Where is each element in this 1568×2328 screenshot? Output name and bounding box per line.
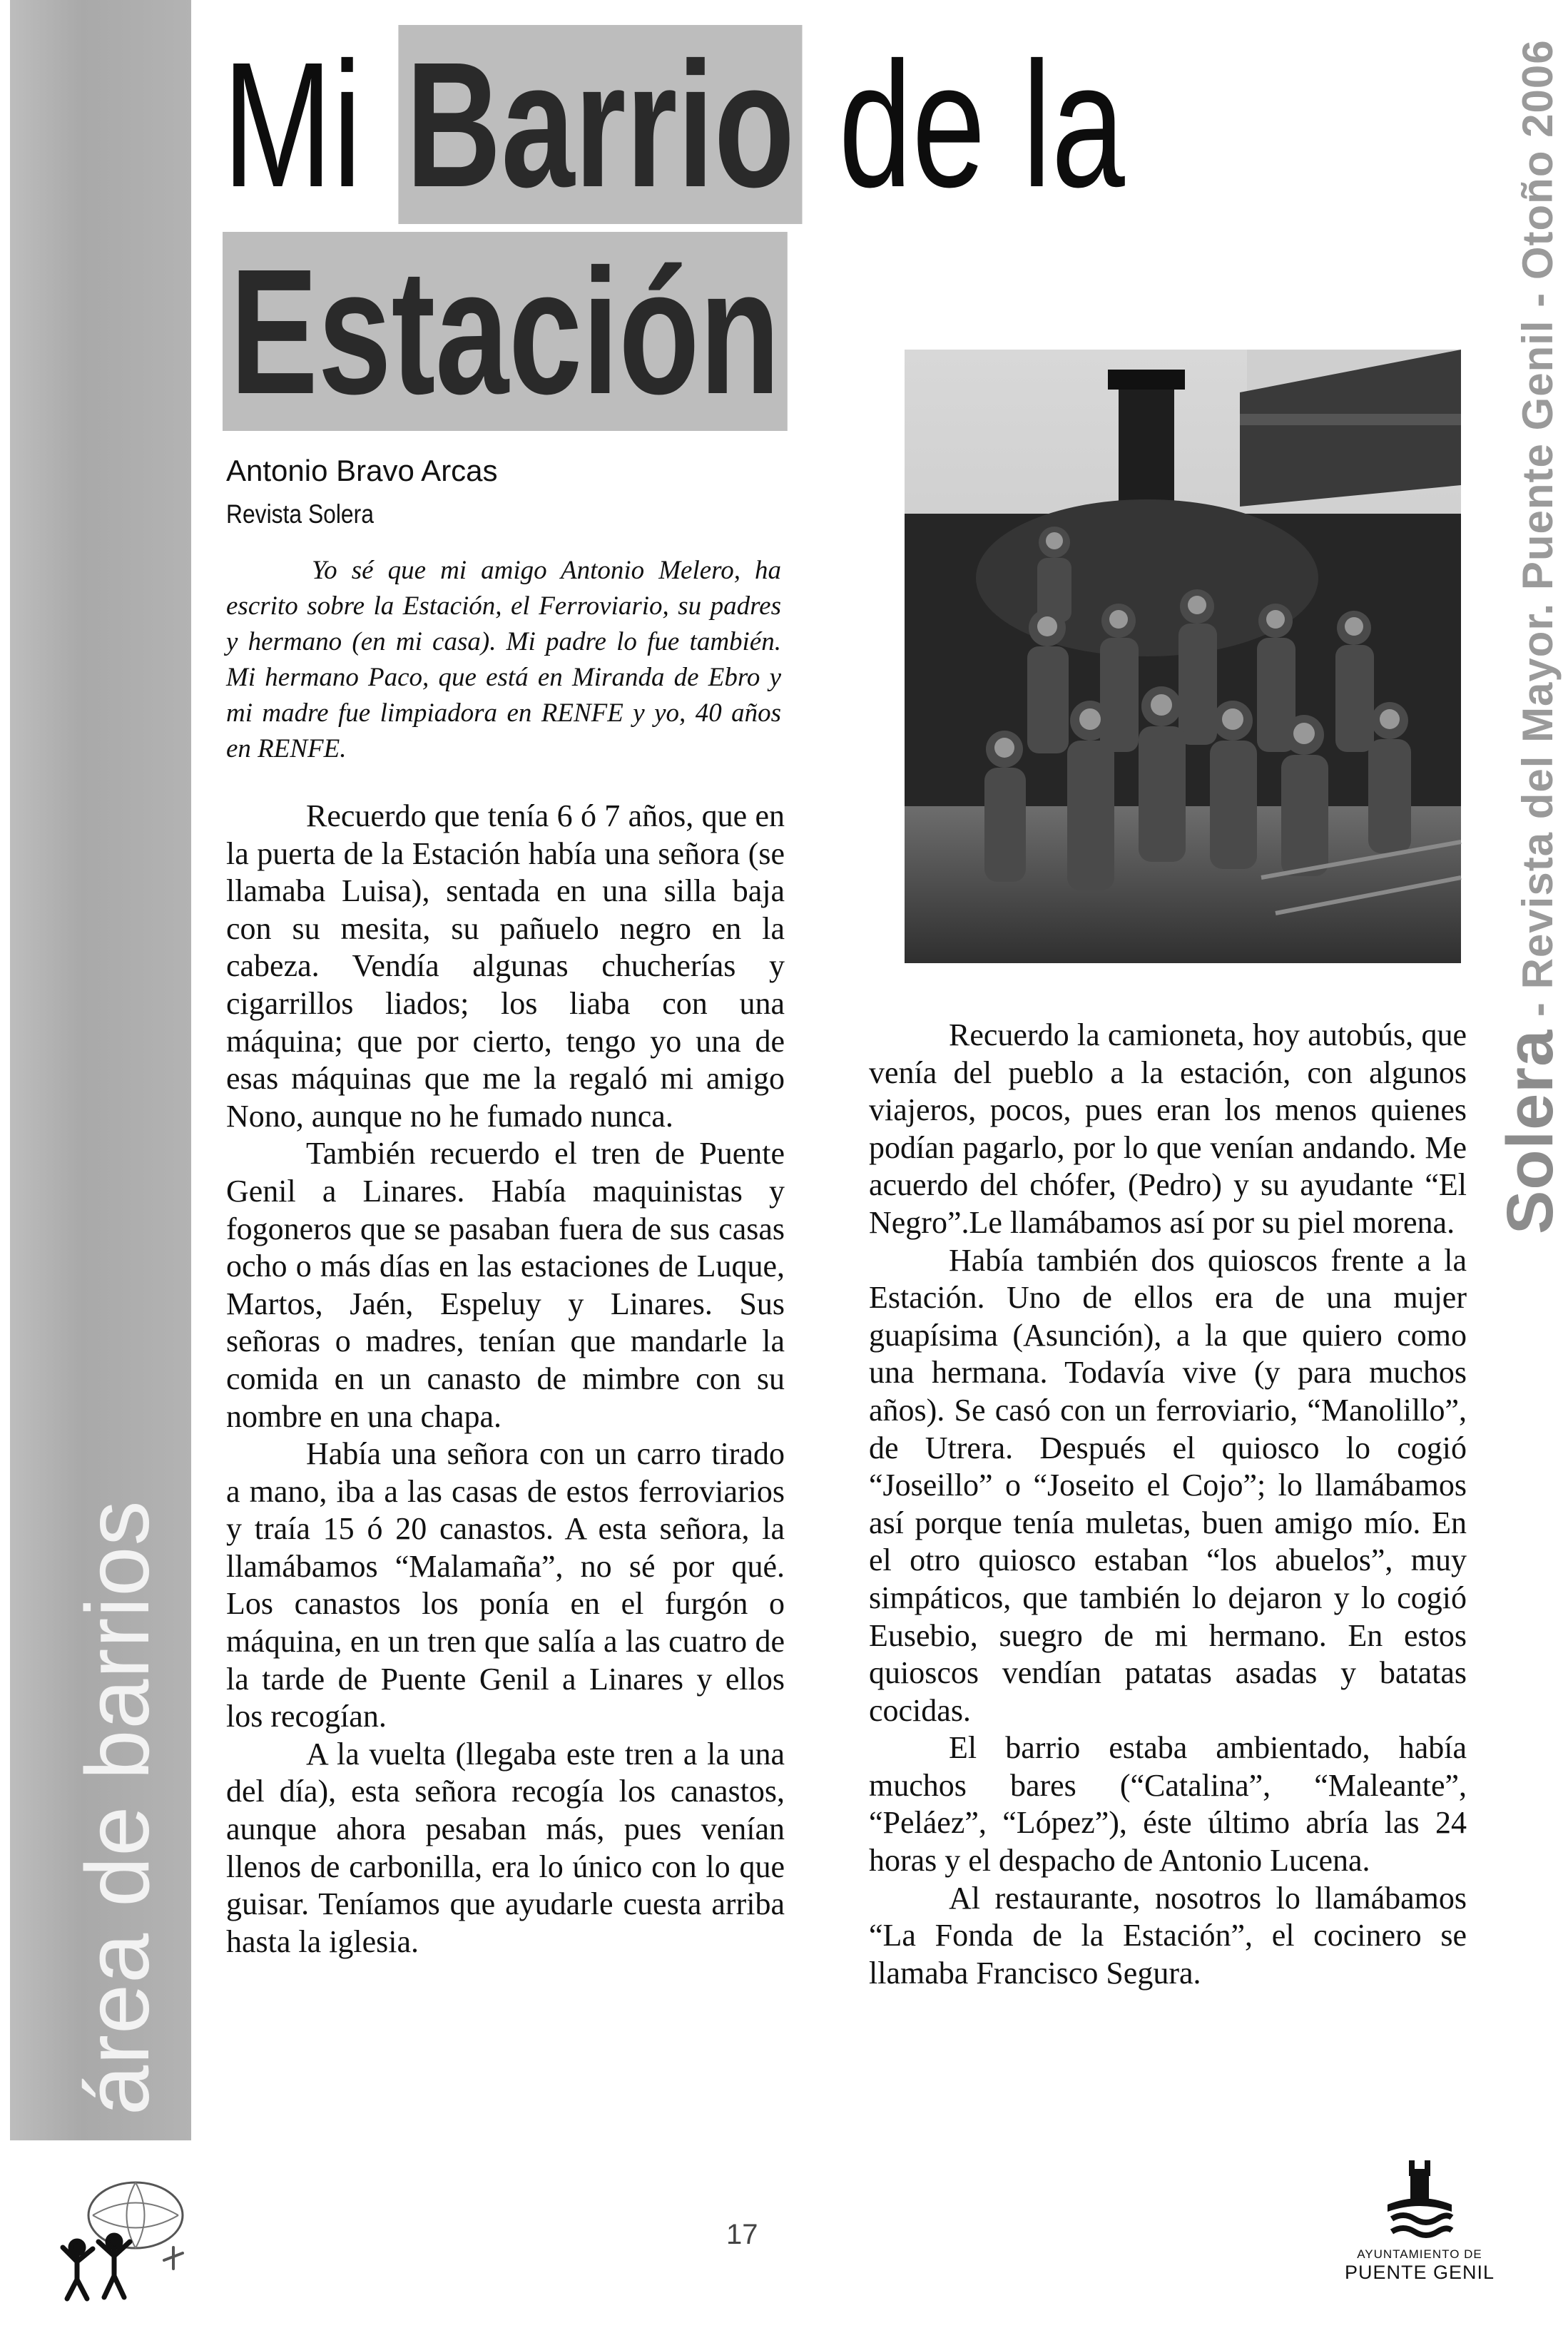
paragraph: El barrio estaba ambientado, había muchos bares (“Catalina”, “Maleante”, “Peláez”, “López”), éste último abría las 24 horas y el despacho de Antonio Lucena. xyxy=(869,1730,1467,1879)
intro-paragraph: Yo sé que mi amigo Antonio Melero, ha escrito sobre la Estación, el Ferroviario, su padres y hermano (en mi casa). Mi padre lo fue también. Mi hermano Paco, que está en Miranda de Ebro y mi madre fue limpiadora en RENFE y yo, 40 años en RENFE. xyxy=(226,556,781,763)
paragraph: Al restaurante, nosotros lo llamábamos “La Fonda de la Estación”, el cocinero se llamaba Francisco Segura. xyxy=(869,1880,1467,1991)
article-source: Revista Solera xyxy=(226,499,374,529)
paragraph: Había también dos quioscos frente a la Estación. Uno de ellos era de una mujer guapísima (Asunción), a la que quiero como una hermana. Todavía vive (y para muchos años). Se casó con un ferroviario, “Manolillo”, de Utrera. Después el quiosco lo cogió “Joseillo” o “Joseito el Cojo”; lo llamábamos así porque tenía muletas, buen amigo mío. En el otro quiosco estaban “los abuelos”, muy simpáticos, que también lo dejaron y lo cogió Eusebio, suegro de mi hermano. En estos quioscos vendían patatas asadas y batatas cocidas. xyxy=(869,1242,1467,1728)
masthead-title: Solera xyxy=(1494,1029,1567,1234)
railway-workers-photo xyxy=(905,350,1461,963)
article-column-2 xyxy=(869,1017,1467,1992)
title-highlight: Barrio xyxy=(399,25,803,224)
title-part-2: de la xyxy=(802,25,1125,224)
ayuntamiento-line-2: PUENTE GENIL xyxy=(1344,2262,1495,2283)
people-globe-logo xyxy=(57,2176,193,2304)
title-line-1 xyxy=(223,21,1125,228)
paragraph: A la vuelta (llegaba este tren a la una del día), esta señora recogía los canastos, aunque ahora pesaban más, pues venían llenos de carbonilla, era lo único con lo que guisar. Teníamos que ayudarle cuesta arriba hasta la iglesia. xyxy=(226,1736,785,1959)
masthead-subtitle: - Revista del Mayor. Puente Genil - Otoño 2006 xyxy=(1514,39,1562,1030)
vertical-masthead xyxy=(1493,39,1568,1234)
page-number: 17 xyxy=(726,2219,758,2250)
paragraph: Recuerdo que tenía 6 ó 7 años, que en la puerta de la Estación había una señora (se llamaba Luisa), sentada en una silla baja con su mesita, su pañuelo negro en la cabeza. Vendía algunas chucherías y cigarrillos liados; los liaba con una máquina; que por cierto, tengo yo una de esas máquinas que me la regaló mi amigo Nono, aunque no he fumado nunca. xyxy=(226,798,785,1134)
ayuntamiento-logo xyxy=(1341,2155,1498,2319)
paragraph: También recuerdo el tren de Puente Genil a Linares. Había maquinistas y fogoneros que se pasaban fuera de sus casas ocho o más días en las estaciones de Luque, Martos, Jaén, Espeluy y Linares. Sus señoras o madres, tenían que mandarle la comida en un canasto de mimbre con su nombre en una chapa. xyxy=(226,1136,785,1434)
section-label: área de barrios xyxy=(67,1500,168,2115)
article-column-1 xyxy=(226,798,785,1961)
ayuntamiento-line-1: AYUNTAMIENTO DE xyxy=(1357,2247,1482,2261)
article-intro xyxy=(226,553,781,767)
article-author: Antonio Bravo Arcas xyxy=(226,454,498,487)
title-part-1: Mi xyxy=(223,25,399,224)
paragraph: Había una señora con un carro tirado a mano, iba a las casas de estos ferroviarios y traía 15 ó 20 canastos. A esta señora, la llamábamos “Malamaña”, no sé por qué. Los canastos los ponía en el furgón o máquina, en un tren que salía a las cuatro de la tarde de Puente Genil a Linares y ellos los recogían. xyxy=(226,1436,785,1734)
title-highlight-2: Estación xyxy=(223,232,788,431)
coat-of-arms-icon xyxy=(1380,2155,1459,2247)
section-sidebar xyxy=(10,0,191,2140)
paragraph: Recuerdo la camioneta, hoy autobús, que venía del pueblo a la estación, con algunos viajeros, pocos, pues eran los menos quienes podían pagarlo, por lo que venían andando. Me acuerdo del chófer, (Pedro) y su ayudante “El Negro”.Le llamábamos así por su piel morena. xyxy=(869,1017,1467,1240)
